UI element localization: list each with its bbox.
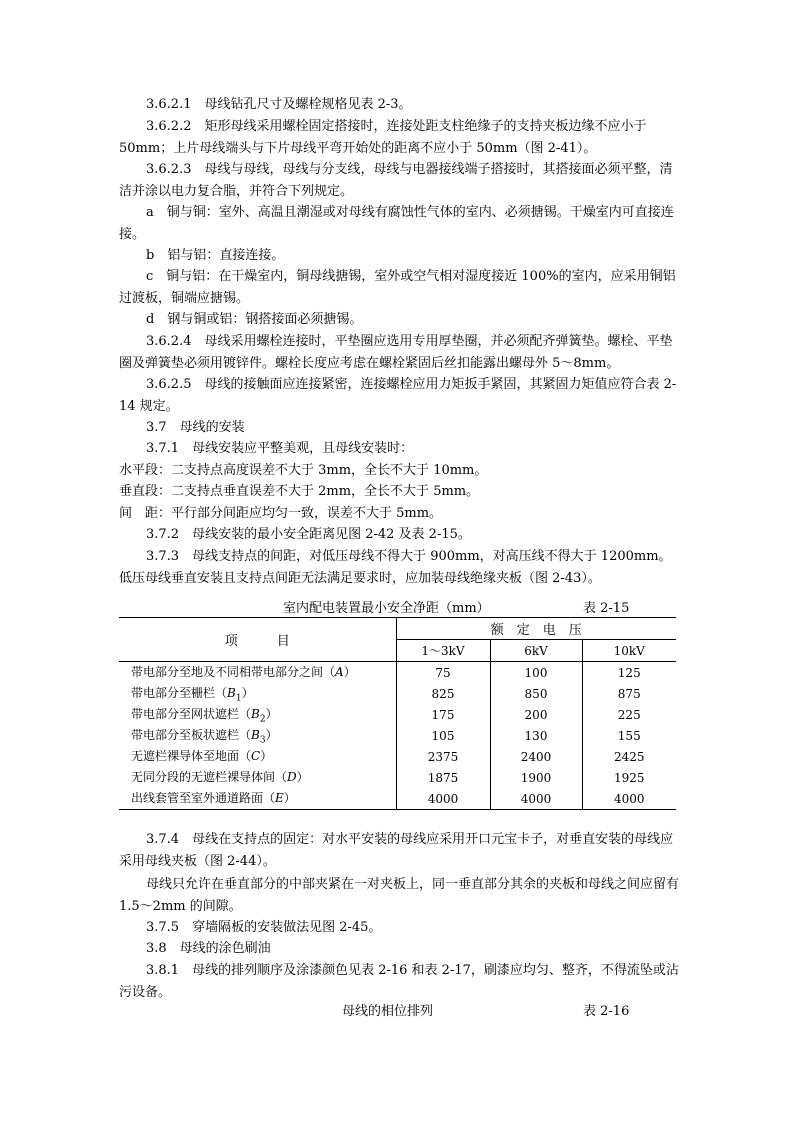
table-2-16-number: 表 2-16 xyxy=(583,1004,630,1019)
row-label-text: 无同分段的无遮栏裸导体间（ xyxy=(131,769,288,784)
row-value: 155 xyxy=(582,725,676,746)
row-value: 825 xyxy=(396,683,490,704)
para-3-6-2-4: 3.6.2.4 母线采用螺栓连接时，平垫圈应选用专用厚垫圈，并必须配齐弹簧垫。螺栓、平垫圈及弹簧垫必须用镀锌件。螺栓长度应考虑在螺栓紧固后丝扣能露出螺母外 5～8mm。 xyxy=(119,334,673,371)
row-value: 4000 xyxy=(396,788,490,809)
para-3-7-3: 3.7.3 母线支持点的间距，对低压母线不得大于 900mm，对高压线不得大于 1200mm。低压母线垂直安装且支持点间距无法满足要求时，应加装母线绝缘夹板（图 2-43）。 xyxy=(119,549,672,586)
para-item-c: c 铜与铝：在干燥室内，铜母线搪锡，室外或空气相对湿度接近 100%的室内，应采用铜铝过渡板，铜端应搪锡。 xyxy=(119,269,676,306)
row-symbol: B xyxy=(227,685,236,700)
col-voltage-6kv: 6kV xyxy=(490,640,582,662)
table-row xyxy=(119,746,676,767)
row-symbol: C xyxy=(251,748,261,763)
row-value: 130 xyxy=(490,725,582,746)
table-row xyxy=(119,725,676,746)
row-value: 125 xyxy=(582,662,676,684)
row-value: 1925 xyxy=(582,767,676,788)
row-label xyxy=(119,683,396,704)
row-symbol: D xyxy=(287,769,297,784)
para-item-d: d 钢与铜或铝：钢搭接面必须搪锡。 xyxy=(146,312,363,327)
row-label-tail: ） xyxy=(283,790,296,805)
row-label-text: 无遮栏裸导体至地面（ xyxy=(131,748,252,763)
row-value: 2425 xyxy=(582,746,676,767)
row-label-text: 带电部分至板状遮栏（ xyxy=(131,727,252,742)
table-2-15 xyxy=(119,618,676,809)
col-voltage-header: 额 定 电 压 xyxy=(396,618,676,640)
col-voltage-1-3kv: 1～3kV xyxy=(396,640,490,662)
para-3-7-4: 3.7.4 母线在支持点的固定：对水平安装的母线应采用开口元宝卡子，对垂直安装的母线应采用母线夹板（图 2-44）。 xyxy=(119,832,674,869)
row-label xyxy=(119,746,396,767)
row-label-tail: ） xyxy=(260,748,273,763)
row-symbol-subscript: 2 xyxy=(259,714,266,725)
row-label xyxy=(119,725,396,746)
row-symbol-subscript: 3 xyxy=(259,735,266,746)
table-bottom-rule xyxy=(119,809,676,810)
row-label xyxy=(119,767,396,788)
row-label-tail: ） xyxy=(343,664,356,679)
para-3-7-5: 3.7.5 穿墙隔板的安装做法见图 2-45。 xyxy=(146,920,382,935)
row-symbol-subscript: 1 xyxy=(235,693,242,704)
para-item-a: a 铜与铜：室外、高温且潮湿或对母线有腐蚀性气体的室内、必须搪锡。干燥室内可直接连接。 xyxy=(119,205,674,242)
row-value: 2375 xyxy=(396,746,490,767)
row-value: 4000 xyxy=(490,788,582,809)
section-3-8-heading: 3.8 母线的涂色刷油 xyxy=(146,941,271,956)
para-item-b: b 铝与铝：直接连接。 xyxy=(146,248,285,263)
para-3-8-1: 3.8.1 母线的排列顺序及涂漆颜色见表 2-16 和表 2-17，刷漆应均匀、整齐，不得流坠或沾污设备。 xyxy=(119,963,679,1000)
row-label-text: 出线套管至室外通道路面（ xyxy=(131,790,276,805)
row-value: 875 xyxy=(582,683,676,704)
row-label-text: 带电部分至栅栏（ xyxy=(131,685,228,700)
para-3-6-2-3: 3.6.2.3 母线与母线，母线与分支线，母线与电器接线端子搭接时，其搭接面必须平整，清洁并涂以电力复合脂，并符合下列规定。 xyxy=(119,162,673,199)
table-row xyxy=(119,767,676,788)
section-3-7-heading: 3.7 母线的安装 xyxy=(146,420,245,435)
para-3-7-1: 3.7.1 母线安装应平整美观，且母线安装时： xyxy=(146,441,414,456)
row-value: 2400 xyxy=(490,746,582,767)
para-3-6-2-5: 3.6.2.5 母线的接触面应连接紧密，连接螺栓应用力矩扳手紧固，其紧固力矩值应符合表 2-14 规定。 xyxy=(119,377,677,414)
row-label-tail: ） xyxy=(241,685,254,700)
row-label xyxy=(119,662,396,684)
row-value: 175 xyxy=(396,704,490,725)
table-2-16-caption: 母线的相位排列 xyxy=(342,1004,434,1019)
table-row xyxy=(119,683,676,704)
row-value: 850 xyxy=(490,683,582,704)
row-value: 225 xyxy=(582,704,676,725)
row-value: 100 xyxy=(490,662,582,684)
para-vertical: 垂直段：二支持点垂直误差不大于 2mm，全长不大于 5mm。 xyxy=(119,484,480,499)
row-symbol: A xyxy=(335,664,344,679)
row-label xyxy=(119,704,396,725)
row-value: 75 xyxy=(396,662,490,684)
row-value: 105 xyxy=(396,725,490,746)
table-row xyxy=(119,662,676,684)
table-2-15-caption: 室内配电装置最小安全净距（mm） xyxy=(283,601,490,616)
table-row xyxy=(119,704,676,725)
row-label-text: 带电部分至地及不同相带电部分之间（ xyxy=(131,664,336,679)
para-spacing: 间 距：平行部分间距应均匀一致，误差不大于 5mm。 xyxy=(119,506,443,521)
row-symbol: B xyxy=(251,727,260,742)
row-value: 1900 xyxy=(490,767,582,788)
col-voltage-10kv: 10kV xyxy=(582,640,676,662)
col-item-header: 项 目 xyxy=(119,618,396,662)
para-3-7-2: 3.7.2 母线安装的最小安全距离见图 2-42 及表 2-15。 xyxy=(146,527,471,542)
row-symbol: E xyxy=(275,790,284,805)
para-3-6-2-1: 3.6.2.1 母线钻孔尺寸及螺栓规格见表 2-3。 xyxy=(146,97,412,112)
table-2-15-number: 表 2-15 xyxy=(583,601,630,616)
para-horizontal: 水平段：二支持点高度误差不大于 3mm，全长不大于 10mm。 xyxy=(119,463,488,478)
row-label-tail: ） xyxy=(265,727,278,742)
row-value: 1875 xyxy=(396,767,490,788)
para-clamp-note: 母线只允许在垂直部分的中部夹紧在一对夹板上，同一垂直部分其余的夹板和母线之间应留有 1.5～2mm 的间隙。 xyxy=(119,877,680,914)
row-value: 200 xyxy=(490,704,582,725)
row-label-text: 带电部分至网状遮栏（ xyxy=(131,706,252,721)
table-row xyxy=(119,788,676,809)
row-label xyxy=(119,788,396,809)
para-3-6-2-2: 3.6.2.2 矩形母线采用螺栓固定搭接时，连接处距支柱绝缘子的支持夹板边缘不应小于 50mm；上片母线端头与下片母线平弯开始处的距离不应小于 50mm（图 2-41）。 xyxy=(119,119,647,156)
row-label-tail: ） xyxy=(265,706,278,721)
row-value: 4000 xyxy=(582,788,676,809)
row-label-tail: ） xyxy=(296,769,309,784)
row-symbol: B xyxy=(251,706,260,721)
